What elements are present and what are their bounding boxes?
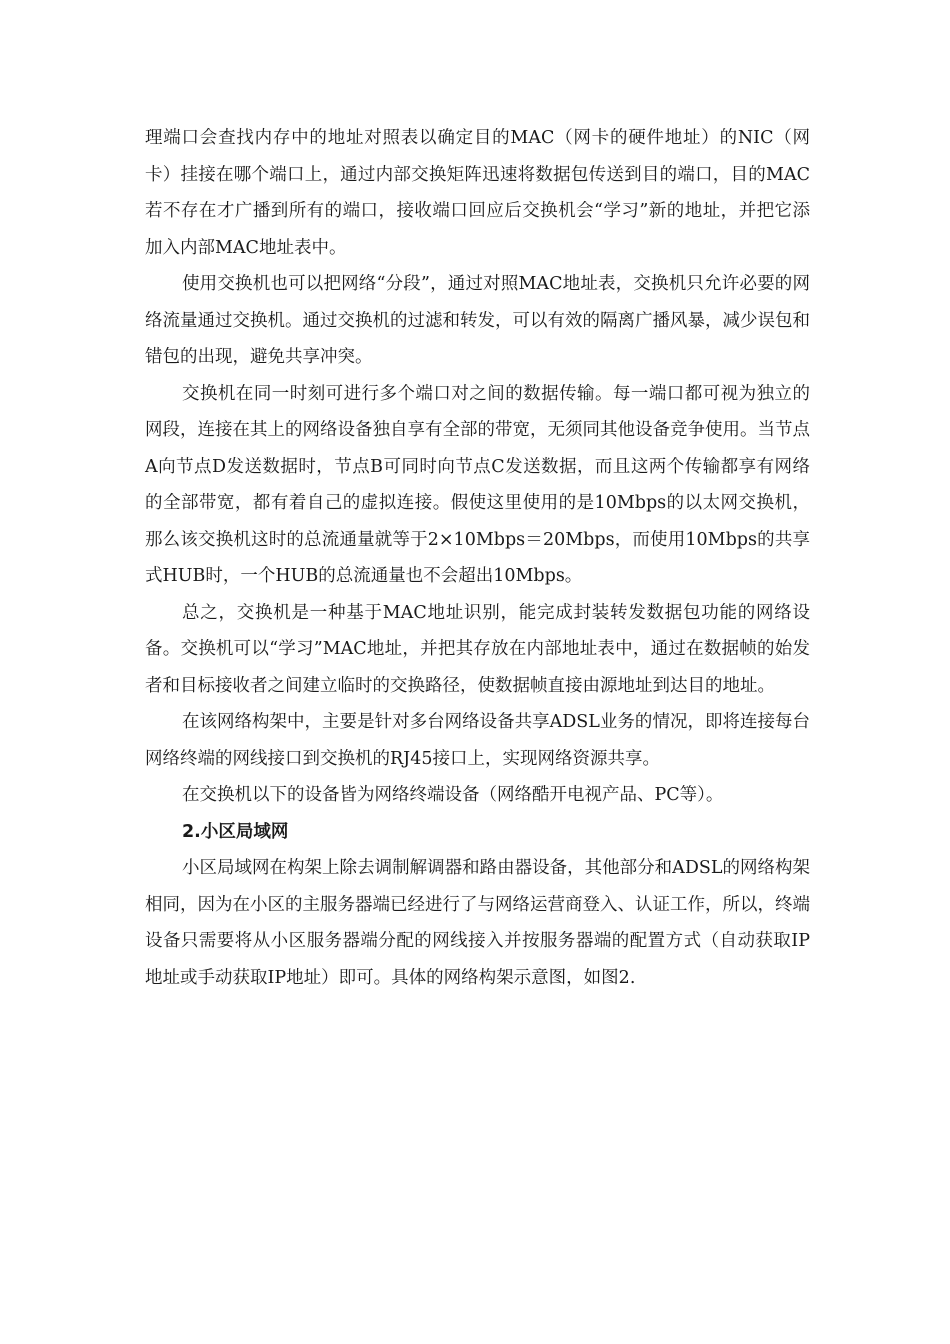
paragraph-continued: 理端口会查找内存中的地址对照表以确定目的MAC（网卡的硬件地址）的NIC（网卡）挂接在哪个端口上，通过内部交换矩阵迅速将数据包传送到目的端口，目的MAC若不存在才广播到所有的端口，接收端口回应后交换机会“学习”新的地址，并把它添加入内部MAC地址表中。 — [145, 128, 810, 258]
paragraph-community-lan: 小区局域网在构架上除去调制解调器和路由器设备，其他部分和ADSL的网络构架相同，因为在小区的主服务器端已经进行了与网络运营商登入、认证工作，所以，终端设备只需要将从小区服务器端分配的网线接入并按服务器端的配置方式（自动获取IP地址或手动获取IP地址）即可。具体的网络构架示意图，如图2. — [145, 858, 810, 988]
paragraph-adsl-architecture: 在该网络构架中，主要是针对多台网络设备共享ADSL业务的情况，即将连接每台网络终端的网线接口到交换机的RJ45接口上，实现网络资源共享。 — [145, 712, 810, 769]
section-heading: 2.小区局域网 — [182, 821, 289, 842]
document-body — [145, 120, 810, 996]
paragraph-summary: 总之，交换机是一种基于MAC地址识别，能完成封装转发数据包功能的网络设备。交换机可以“学习”MAC地址，并把其存放在内部地址表中，通过在数据帧的始发者和目标接收者之间建立临时的交换路径，使数据帧直接由源地址到达目的地址。 — [145, 602, 810, 696]
paragraph-terminal-devices: 在交换机以下的设备皆为网络终端设备（网络酷开电视产品、PC等）。 — [182, 785, 724, 805]
paragraph-segmentation: 使用交换机也可以把网络“分段”，通过对照MAC地址表，交换机只允许必要的网络流量通过交换机。通过交换机的过滤和转发，可以有效的隔离广播风暴，减少误包和错包的出现，避免共享冲突。 — [145, 274, 810, 367]
paragraph-parallel-transfer: 交换机在同一时刻可进行多个端口对之间的数据传输。每一端口都可视为独立的网段，连接在其上的网络设备独自享有全部的带宽，无须同其他设备竞争使用。当节点A向节点D发送数据时，节点B可同时向节点C发送数据，而且这两个传输都享有网络的全部带宽，都有着自己的虚拟连接。假使这里使用的是10Mbps的以太网交换机，那么该交换机这时的总流通量就等于2×10Mbps＝20Mbps，而使用10Mbps的共享式HUB时，一个HUB的总流通量也不会超出10Mbps。 — [145, 383, 810, 586]
